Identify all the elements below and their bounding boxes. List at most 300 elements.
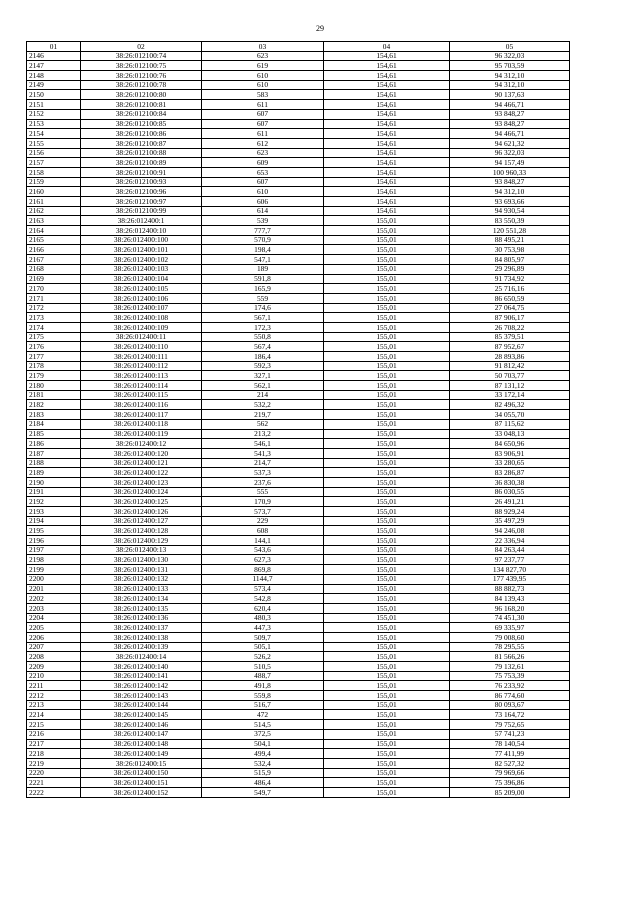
row-number-cell: 2188 — [27, 458, 81, 468]
table-row — [27, 400, 570, 410]
rate-cell: 154,61 — [324, 90, 450, 100]
cadastral-number-cell: 38:26:012400:14 — [81, 652, 202, 662]
rate-cell: 155,01 — [324, 448, 450, 458]
value-cell: 93 848,27 — [450, 109, 570, 119]
row-number-cell: 2148 — [27, 71, 81, 81]
column-header-05: 05 — [450, 42, 570, 52]
value-cell: 82 527,32 — [450, 758, 570, 768]
value-cell: 100 960,33 — [450, 167, 570, 177]
cadastral-number-cell: 38:26:012400:10 — [81, 226, 202, 236]
area-cell: 214 — [202, 390, 324, 400]
row-number-cell: 2192 — [27, 497, 81, 507]
table-row — [27, 720, 570, 730]
value-cell: 22 336,94 — [450, 536, 570, 546]
value-cell: 76 233,92 — [450, 681, 570, 691]
rate-cell: 154,61 — [324, 51, 450, 61]
area-cell: 623 — [202, 148, 324, 158]
table-row — [27, 662, 570, 672]
row-number-cell: 2182 — [27, 400, 81, 410]
area-cell: 505,1 — [202, 642, 324, 652]
cadastral-number-cell: 38:26:012400:114 — [81, 381, 202, 391]
area-cell: 526,2 — [202, 652, 324, 662]
value-cell: 96 322,03 — [450, 51, 570, 61]
row-number-cell: 2187 — [27, 448, 81, 458]
rate-cell: 155,01 — [324, 681, 450, 691]
table-row — [27, 410, 570, 420]
area-cell: 486,4 — [202, 778, 324, 788]
cadastral-number-cell: 38:26:012400:104 — [81, 274, 202, 284]
cadastral-number-cell: 38:26:012100:80 — [81, 90, 202, 100]
area-cell: 610 — [202, 71, 324, 81]
value-cell: 94 930,54 — [450, 206, 570, 216]
cadastral-number-cell: 38:26:012100:96 — [81, 187, 202, 197]
rate-cell: 155,01 — [324, 526, 450, 536]
area-cell: 165,9 — [202, 284, 324, 294]
table-row — [27, 681, 570, 691]
row-number-cell: 2180 — [27, 381, 81, 391]
table-row — [27, 623, 570, 633]
table-row — [27, 390, 570, 400]
row-number-cell: 2163 — [27, 216, 81, 226]
cadastral-number-cell: 38:26:012400:115 — [81, 390, 202, 400]
table-row — [27, 284, 570, 294]
value-cell: 57 741,23 — [450, 729, 570, 739]
row-number-cell: 2210 — [27, 671, 81, 681]
row-number-cell: 2218 — [27, 749, 81, 759]
value-cell: 33 048,13 — [450, 429, 570, 439]
value-cell: 94 246,08 — [450, 526, 570, 536]
table-row — [27, 177, 570, 187]
rate-cell: 155,01 — [324, 603, 450, 613]
area-cell: 610 — [202, 80, 324, 90]
row-number-cell: 2147 — [27, 61, 81, 71]
value-cell: 75 396,86 — [450, 778, 570, 788]
value-cell: 69 335,97 — [450, 623, 570, 633]
cadastral-number-cell: 38:26:012400:128 — [81, 526, 202, 536]
rate-cell: 155,01 — [324, 332, 450, 342]
rate-cell: 155,01 — [324, 303, 450, 313]
cadastral-number-cell: 38:26:012400:12 — [81, 439, 202, 449]
table-row — [27, 216, 570, 226]
cadastral-number-cell: 38:26:012100:89 — [81, 158, 202, 168]
value-cell: 78 140,54 — [450, 739, 570, 749]
value-cell: 91 734,92 — [450, 274, 570, 284]
cadastral-number-cell: 38:26:012400:121 — [81, 458, 202, 468]
cadastral-number-cell: 38:26:012400:123 — [81, 477, 202, 487]
rate-cell: 154,61 — [324, 119, 450, 129]
cadastral-number-cell: 38:26:012400:150 — [81, 768, 202, 778]
rate-cell: 155,01 — [324, 245, 450, 255]
table-row — [27, 313, 570, 323]
value-cell: 29 296,89 — [450, 264, 570, 274]
row-number-cell: 2189 — [27, 468, 81, 478]
area-cell: 372,5 — [202, 729, 324, 739]
value-cell: 81 566,26 — [450, 652, 570, 662]
value-cell: 25 716,16 — [450, 284, 570, 294]
area-cell: 532,4 — [202, 758, 324, 768]
table-row — [27, 603, 570, 613]
column-header-03: 03 — [202, 42, 324, 52]
table-row — [27, 119, 570, 129]
cadastral-number-cell: 38:26:012400:126 — [81, 507, 202, 517]
cadastral-number-cell: 38:26:012400:122 — [81, 468, 202, 478]
cadastral-number-cell: 38:26:012100:76 — [81, 71, 202, 81]
area-cell: 591,8 — [202, 274, 324, 284]
table-row — [27, 448, 570, 458]
row-number-cell: 2185 — [27, 429, 81, 439]
rate-cell: 155,01 — [324, 371, 450, 381]
area-cell: 229 — [202, 516, 324, 526]
cadastral-number-cell: 38:26:012400:143 — [81, 691, 202, 701]
row-number-cell: 2159 — [27, 177, 81, 187]
cadastral-number-cell: 38:26:012400:107 — [81, 303, 202, 313]
row-number-cell: 2196 — [27, 536, 81, 546]
cadastral-number-cell: 38:26:012400:101 — [81, 245, 202, 255]
table-row — [27, 439, 570, 449]
rate-cell: 155,01 — [324, 235, 450, 245]
rate-cell: 154,61 — [324, 80, 450, 90]
rate-cell: 154,61 — [324, 158, 450, 168]
table-row — [27, 71, 570, 81]
area-cell: 583 — [202, 90, 324, 100]
rate-cell: 155,01 — [324, 739, 450, 749]
area-cell: 612 — [202, 138, 324, 148]
table-row — [27, 255, 570, 265]
table-row — [27, 361, 570, 371]
area-cell: 491,8 — [202, 681, 324, 691]
value-cell: 88 929,24 — [450, 507, 570, 517]
table-row — [27, 642, 570, 652]
rate-cell: 155,01 — [324, 642, 450, 652]
cadastral-number-cell: 38:26:012400:140 — [81, 662, 202, 672]
table-row — [27, 778, 570, 788]
table-row — [27, 671, 570, 681]
row-number-cell: 2191 — [27, 487, 81, 497]
row-number-cell: 2157 — [27, 158, 81, 168]
value-cell: 85 379,51 — [450, 332, 570, 342]
table-row — [27, 613, 570, 623]
value-cell: 97 237,77 — [450, 555, 570, 565]
table-row — [27, 429, 570, 439]
table-row — [27, 51, 570, 61]
area-cell: 611 — [202, 129, 324, 139]
row-number-cell: 2211 — [27, 681, 81, 691]
cadastral-number-cell: 38:26:012400:109 — [81, 322, 202, 332]
value-cell: 74 451,30 — [450, 613, 570, 623]
area-cell: 509,7 — [202, 632, 324, 642]
cadastral-number-cell: 38:26:012400:103 — [81, 264, 202, 274]
row-number-cell: 2150 — [27, 90, 81, 100]
cadastral-number-cell: 38:26:012400:111 — [81, 352, 202, 362]
area-cell: 214,7 — [202, 458, 324, 468]
table-row — [27, 138, 570, 148]
value-cell: 84 805,97 — [450, 255, 570, 265]
area-cell: 516,7 — [202, 700, 324, 710]
cadastral-number-cell: 38:26:012100:78 — [81, 80, 202, 90]
area-cell: 480,3 — [202, 613, 324, 623]
row-number-cell: 2184 — [27, 419, 81, 429]
value-cell: 26 708,22 — [450, 322, 570, 332]
rate-cell: 155,01 — [324, 613, 450, 623]
row-number-cell: 2158 — [27, 167, 81, 177]
value-cell: 94 466,71 — [450, 100, 570, 110]
column-header-02: 02 — [81, 42, 202, 52]
rate-cell: 155,01 — [324, 313, 450, 323]
rate-cell: 155,01 — [324, 264, 450, 274]
cadastral-number-cell: 38:26:012400:117 — [81, 410, 202, 420]
table-row — [27, 148, 570, 158]
rate-cell: 155,01 — [324, 487, 450, 497]
value-cell: 33 280,65 — [450, 458, 570, 468]
cadastral-number-cell: 38:26:012400:116 — [81, 400, 202, 410]
rate-cell: 155,01 — [324, 778, 450, 788]
row-number-cell: 2156 — [27, 148, 81, 158]
row-number-cell: 2212 — [27, 691, 81, 701]
area-cell: 562,1 — [202, 381, 324, 391]
area-cell: 546,1 — [202, 439, 324, 449]
cadastral-number-cell: 38:26:012400:113 — [81, 371, 202, 381]
table-row — [27, 749, 570, 759]
area-cell: 174,6 — [202, 303, 324, 313]
area-cell: 515,9 — [202, 768, 324, 778]
table-row — [27, 458, 570, 468]
table-row — [27, 303, 570, 313]
area-cell: 608 — [202, 526, 324, 536]
area-cell: 488,7 — [202, 671, 324, 681]
cadastral-number-cell: 38:26:012400:142 — [81, 681, 202, 691]
row-number-cell: 2164 — [27, 226, 81, 236]
rate-cell: 155,01 — [324, 390, 450, 400]
row-number-cell: 2205 — [27, 623, 81, 633]
table-row — [27, 507, 570, 517]
cadastral-number-cell: 38:26:012100:75 — [81, 61, 202, 71]
area-cell: 570,9 — [202, 235, 324, 245]
cadastral-number-cell: 38:26:012400:119 — [81, 429, 202, 439]
table-row — [27, 61, 570, 71]
cadastral-number-cell: 38:26:012400:1 — [81, 216, 202, 226]
table-row — [27, 555, 570, 565]
table-row — [27, 419, 570, 429]
row-number-cell: 2160 — [27, 187, 81, 197]
cadastral-number-cell: 38:26:012400:133 — [81, 584, 202, 594]
row-number-cell: 2152 — [27, 109, 81, 119]
row-number-cell: 2219 — [27, 758, 81, 768]
table-row — [27, 477, 570, 487]
area-cell: 186,4 — [202, 352, 324, 362]
value-cell: 93 848,27 — [450, 119, 570, 129]
value-cell: 93 848,27 — [450, 177, 570, 187]
table-row — [27, 167, 570, 177]
row-number-cell: 2206 — [27, 632, 81, 642]
table-row — [27, 758, 570, 768]
rate-cell: 155,01 — [324, 419, 450, 429]
rate-cell: 155,01 — [324, 400, 450, 410]
rate-cell: 155,01 — [324, 284, 450, 294]
area-cell: 592,3 — [202, 361, 324, 371]
area-cell: 550,8 — [202, 332, 324, 342]
value-cell: 33 172,14 — [450, 390, 570, 400]
cadastral-number-cell: 38:26:012400:151 — [81, 778, 202, 788]
value-cell: 94 312,10 — [450, 187, 570, 197]
row-number-cell: 2193 — [27, 507, 81, 517]
area-cell: 607 — [202, 119, 324, 129]
area-cell: 237,6 — [202, 477, 324, 487]
value-cell: 78 295,55 — [450, 642, 570, 652]
row-number-cell: 2174 — [27, 322, 81, 332]
rate-cell: 155,01 — [324, 429, 450, 439]
value-cell: 96 168,20 — [450, 603, 570, 613]
rate-cell: 155,01 — [324, 787, 450, 797]
rate-cell: 154,61 — [324, 129, 450, 139]
row-number-cell: 2214 — [27, 710, 81, 720]
table-row — [27, 574, 570, 584]
value-cell: 93 693,66 — [450, 197, 570, 207]
value-cell: 30 753,98 — [450, 245, 570, 255]
row-number-cell: 2216 — [27, 729, 81, 739]
row-number-cell: 2197 — [27, 545, 81, 555]
value-cell: 120 551,28 — [450, 226, 570, 236]
area-cell: 611 — [202, 100, 324, 110]
row-number-cell: 2195 — [27, 526, 81, 536]
cadastral-number-cell: 38:26:012400:15 — [81, 758, 202, 768]
cadastral-number-cell: 38:26:012400:112 — [81, 361, 202, 371]
value-cell: 88 882,73 — [450, 584, 570, 594]
cadastral-number-cell: 38:26:012400:141 — [81, 671, 202, 681]
row-number-cell: 2190 — [27, 477, 81, 487]
row-number-cell: 2203 — [27, 603, 81, 613]
area-cell: 144,1 — [202, 536, 324, 546]
area-cell: 627,3 — [202, 555, 324, 565]
table-row — [27, 109, 570, 119]
rate-cell: 155,01 — [324, 700, 450, 710]
row-number-cell: 2153 — [27, 119, 81, 129]
rate-cell: 155,01 — [324, 691, 450, 701]
cadastral-number-cell: 38:26:012100:88 — [81, 148, 202, 158]
value-cell: 86 650,59 — [450, 293, 570, 303]
row-number-cell: 2179 — [27, 371, 81, 381]
area-cell: 620,4 — [202, 603, 324, 613]
value-cell: 95 703,59 — [450, 61, 570, 71]
rate-cell: 154,61 — [324, 197, 450, 207]
row-number-cell: 2213 — [27, 700, 81, 710]
area-cell: 607 — [202, 177, 324, 187]
table-row — [27, 487, 570, 497]
row-number-cell: 2171 — [27, 293, 81, 303]
rate-cell: 155,01 — [324, 574, 450, 584]
row-number-cell: 2221 — [27, 778, 81, 788]
area-cell: 198,4 — [202, 245, 324, 255]
table-row — [27, 245, 570, 255]
table-row — [27, 526, 570, 536]
value-cell: 80 093,67 — [450, 700, 570, 710]
rate-cell: 155,01 — [324, 749, 450, 759]
cadastral-number-cell: 38:26:012400:134 — [81, 594, 202, 604]
row-number-cell: 2215 — [27, 720, 81, 730]
area-cell: 499,4 — [202, 749, 324, 759]
value-cell: 86 774,60 — [450, 691, 570, 701]
table-row — [27, 739, 570, 749]
row-number-cell: 2173 — [27, 313, 81, 323]
area-cell: 573,4 — [202, 584, 324, 594]
area-cell: 472 — [202, 710, 324, 720]
cadastral-number-cell: 38:26:012100:81 — [81, 100, 202, 110]
row-number-cell: 2161 — [27, 197, 81, 207]
cadastral-number-cell: 38:26:012400:144 — [81, 700, 202, 710]
value-cell: 84 139,43 — [450, 594, 570, 604]
area-cell: 562 — [202, 419, 324, 429]
cadastral-number-cell: 38:26:012100:99 — [81, 206, 202, 216]
area-cell: 541,3 — [202, 448, 324, 458]
area-cell: 567,4 — [202, 342, 324, 352]
area-cell: 573,7 — [202, 507, 324, 517]
row-number-cell: 2183 — [27, 410, 81, 420]
cadastral-number-cell: 38:26:012100:97 — [81, 197, 202, 207]
area-cell: 189 — [202, 264, 324, 274]
row-number-cell: 2181 — [27, 390, 81, 400]
cadastral-number-cell: 38:26:012400:145 — [81, 710, 202, 720]
cadastral-number-cell: 38:26:012400:147 — [81, 729, 202, 739]
value-cell: 36 830,38 — [450, 477, 570, 487]
row-number-cell: 2162 — [27, 206, 81, 216]
page-number: 29 — [316, 24, 324, 33]
area-cell: 549,7 — [202, 787, 324, 797]
area-cell: 543,6 — [202, 545, 324, 555]
registry-table — [26, 41, 570, 798]
value-cell: 79 008,60 — [450, 632, 570, 642]
row-number-cell: 2201 — [27, 584, 81, 594]
rate-cell: 154,61 — [324, 100, 450, 110]
value-cell: 86 030,55 — [450, 487, 570, 497]
area-cell: 547,1 — [202, 255, 324, 265]
value-cell: 82 496,32 — [450, 400, 570, 410]
area-cell: 510,5 — [202, 662, 324, 672]
cadastral-number-cell: 38:26:012100:85 — [81, 119, 202, 129]
cadastral-number-cell: 38:26:012400:135 — [81, 603, 202, 613]
rate-cell: 155,01 — [324, 652, 450, 662]
row-number-cell: 2207 — [27, 642, 81, 652]
table-row — [27, 787, 570, 797]
cadastral-number-cell: 38:26:012400:118 — [81, 419, 202, 429]
table-row — [27, 497, 570, 507]
rate-cell: 155,01 — [324, 342, 450, 352]
rate-cell: 154,61 — [324, 167, 450, 177]
cadastral-number-cell: 38:26:012400:124 — [81, 487, 202, 497]
value-cell: 77 411,99 — [450, 749, 570, 759]
value-cell: 75 753,39 — [450, 671, 570, 681]
value-cell: 85 209,00 — [450, 787, 570, 797]
value-cell: 91 812,42 — [450, 361, 570, 371]
cadastral-number-cell: 38:26:012100:87 — [81, 138, 202, 148]
cadastral-number-cell: 38:26:012400:106 — [81, 293, 202, 303]
value-cell: 79 752,65 — [450, 720, 570, 730]
rate-cell: 155,01 — [324, 293, 450, 303]
value-cell: 83 286,87 — [450, 468, 570, 478]
table-row — [27, 632, 570, 642]
cadastral-number-cell: 38:26:012100:93 — [81, 177, 202, 187]
area-cell: 607 — [202, 109, 324, 119]
rate-cell: 155,01 — [324, 729, 450, 739]
area-cell: 213,2 — [202, 429, 324, 439]
area-cell: 609 — [202, 158, 324, 168]
table-row — [27, 768, 570, 778]
row-number-cell: 2209 — [27, 662, 81, 672]
rate-cell: 155,01 — [324, 632, 450, 642]
table-row — [27, 274, 570, 284]
rate-cell: 155,01 — [324, 497, 450, 507]
cadastral-number-cell: 38:26:012400:11 — [81, 332, 202, 342]
value-cell: 134 827,70 — [450, 565, 570, 575]
cadastral-number-cell: 38:26:012400:127 — [81, 516, 202, 526]
